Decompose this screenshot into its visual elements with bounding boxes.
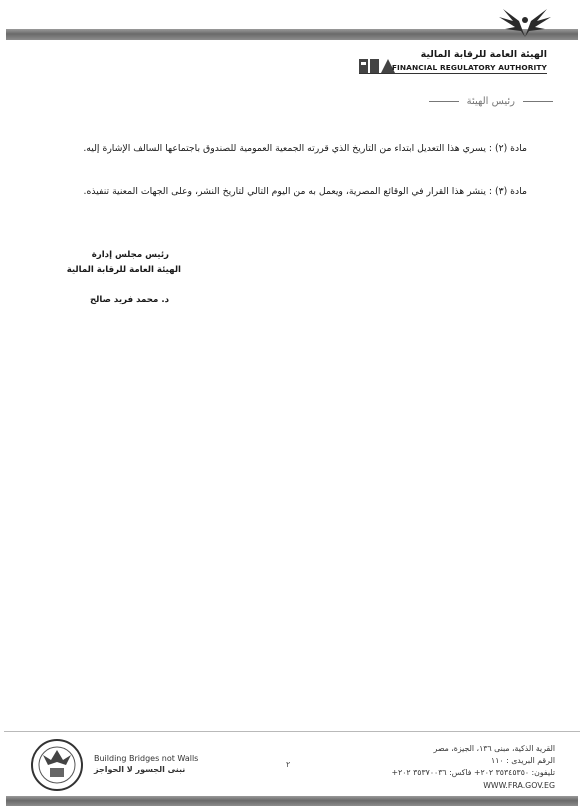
address-line: القرية الذكية، مبنى ١٣٦، الجيزة، مصر xyxy=(433,744,555,753)
website-link[interactable]: WWW.FRA.GOV.EG xyxy=(483,781,555,790)
signatory-title: رئيس مجلس إدارة xyxy=(91,250,169,260)
footer-bar xyxy=(6,796,578,806)
signatory-organization: الهيئة العامة للرقابة المالية xyxy=(66,265,181,275)
egypt-seal-icon xyxy=(30,738,84,792)
signatory-name: د. محمد فريد صالح xyxy=(89,295,169,305)
authority-name-english: FINANCIAL REGULATORY AUTHORITY xyxy=(391,63,547,72)
slogan-english: Building Bridges not Walls xyxy=(94,754,199,763)
title-dash-left xyxy=(429,101,459,102)
title-dash-right xyxy=(523,101,553,102)
page-title: رئيس الهيئة xyxy=(466,96,515,107)
footer-rule xyxy=(4,731,580,732)
page-number: ٢ xyxy=(286,760,291,769)
title-row xyxy=(429,96,553,107)
logo-underline xyxy=(359,73,547,74)
authority-name-arabic: الهيئة العامة للرقابة المالية xyxy=(420,49,547,60)
postal-code-line: الرقم البريدى : ١١٠ xyxy=(491,756,555,765)
fra-logo xyxy=(391,7,555,73)
slogan-arabic: نبنى الجسور لا الحواجز xyxy=(94,765,186,774)
article-2: مادة (٢) : يسري هذا التعديل ابتداء من التاريخ الذي قررته الجمعية العمومية للصندوق باجتماعها السالف الإشارة إليه. xyxy=(83,143,527,154)
phone-fax-line: تليفون: ٣٥٣٤٥٣٥٠ ٢٠٢+ فاكس: ٣٥٣٧٠٠٣٦ ٢٠٢+ xyxy=(391,768,555,777)
eagle-emblem-icon xyxy=(495,7,555,41)
article-3: مادة (٣) : ينشر هذا القرار في الوقائع المصرية، ويعمل به من اليوم التالي لتاريخ النشر، وعلى الجهات المعنية تنفيذه. xyxy=(83,186,527,197)
